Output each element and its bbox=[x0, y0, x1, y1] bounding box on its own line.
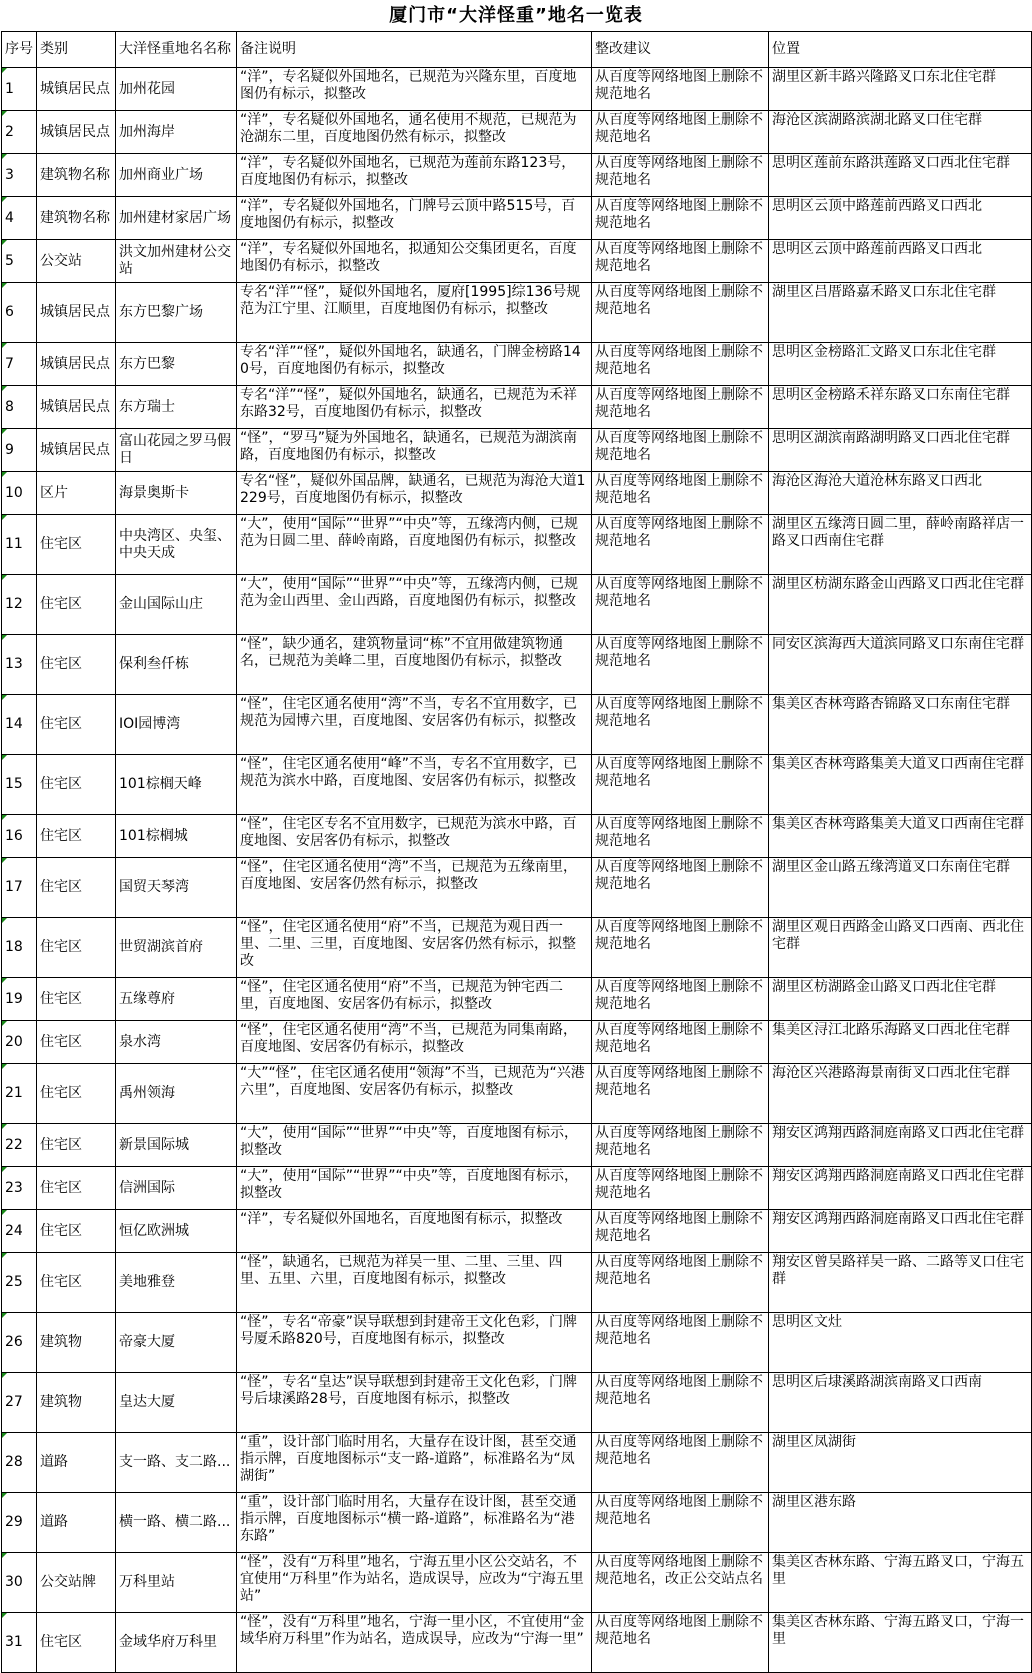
table-row bbox=[2, 978, 1032, 1021]
cell-name: 加州商业广场 bbox=[116, 154, 237, 197]
cell-seq: 25 bbox=[2, 1253, 37, 1313]
table-row bbox=[2, 1167, 1032, 1210]
cell-location: 湖里区金山路五缘湾道叉口东南住宅群 bbox=[769, 858, 1032, 918]
cell-category: 住宅区 bbox=[37, 635, 116, 695]
table-row bbox=[2, 858, 1032, 918]
cell-name: 加州海岸 bbox=[116, 111, 237, 154]
cell-remark: “怪”，住宅区通名使用“府”不当，已规范为钟宅西二里，百度地图、安居客仍有标示，拟整改 bbox=[237, 978, 592, 1021]
cell-category: 住宅区 bbox=[37, 1167, 116, 1210]
cell-category: 住宅区 bbox=[37, 1124, 116, 1167]
cell-remark: “怪”，缺通名，已规范为祥吴一里、二里、三里、四里、五里、六里，百度地图有标示，拟整改 bbox=[237, 1253, 592, 1313]
cell-location: 集美区杏林东路、宁海五路叉口，宁海一里 bbox=[769, 1613, 1032, 1673]
place-names-table bbox=[1, 31, 1032, 1673]
cell-location: 思明区云顶中路莲前西路叉口西北 bbox=[769, 197, 1032, 240]
cell-suggestion: 从百度等网络地图上删除不规范地名 bbox=[592, 68, 769, 111]
cell-name: 洪文加州建材公交站 bbox=[116, 240, 237, 283]
cell-remark: “怪”，缺少通名，建筑物量词“栋”不宜用做建筑物通名，已规范为美峰二里，百度地图仍有标示，拟整改 bbox=[237, 635, 592, 695]
table-row bbox=[2, 68, 1032, 111]
cell-seq: 23 bbox=[2, 1167, 37, 1210]
cell-name: 101棕榈城 bbox=[116, 815, 237, 858]
cell-location: 翔安区鸿翔西路洞庭南路叉口西北住宅群 bbox=[769, 1210, 1032, 1253]
cell-category: 住宅区 bbox=[37, 755, 116, 815]
cell-suggestion: 从百度等网络地图上删除不规范地名 bbox=[592, 197, 769, 240]
cell-remark: “洋”，专名疑似外国地名，门牌号云顶中路515号，百度地图仍有标示，拟整改 bbox=[237, 197, 592, 240]
cell-suggestion: 从百度等网络地图上删除不规范地名 bbox=[592, 1433, 769, 1493]
table-row bbox=[2, 240, 1032, 283]
cell-remark: 专名“怪”，疑似外国品牌，缺通名，已规范为海沧大道1229号，百度地图仍有标示，拟整改 bbox=[237, 472, 592, 515]
cell-seq: 13 bbox=[2, 635, 37, 695]
cell-suggestion: 从百度等网络地图上删除不规范地名 bbox=[592, 978, 769, 1021]
table-row bbox=[2, 386, 1032, 429]
cell-suggestion: 从百度等网络地图上删除不规范地名 bbox=[592, 1373, 769, 1433]
table-row bbox=[2, 575, 1032, 635]
cell-remark: “怪”，住宅区通名使用“湾”不当，已规范为五缘南里，百度地图、安居客仍然有标示，拟整改 bbox=[237, 858, 592, 918]
cell-seq: 26 bbox=[2, 1313, 37, 1373]
cell-remark: “大”“怪”，住宅区通名使用“领海”不当，已规范为“兴港六里”，百度地图、安居客仍有标示，拟整改 bbox=[237, 1064, 592, 1124]
cell-name: 金山国际山庄 bbox=[116, 575, 237, 635]
cell-remark: “怪”，住宅区专名不宜用数字，已规范为滨水中路，百度地图、安居客仍有标示，拟整改 bbox=[237, 815, 592, 858]
cell-category: 城镇居民点 bbox=[37, 343, 116, 386]
table-row bbox=[2, 1433, 1032, 1493]
cell-category: 城镇居民点 bbox=[37, 283, 116, 343]
cell-remark: “怪”，“罗马”疑为外国地名，缺通名，已规范为湖滨南路，百度地图仍有标示，拟整改 bbox=[237, 429, 592, 472]
cell-name: 美地雅登 bbox=[116, 1253, 237, 1313]
header-category: 类别 bbox=[37, 32, 116, 68]
cell-name: 横一路、横二路... bbox=[116, 1493, 237, 1553]
cell-name: IOI园博湾 bbox=[116, 695, 237, 755]
cell-category: 城镇居民点 bbox=[37, 386, 116, 429]
cell-location: 海沧区滨湖路滨湖北路叉口住宅群 bbox=[769, 111, 1032, 154]
cell-suggestion: 从百度等网络地图上删除不规范地名 bbox=[592, 472, 769, 515]
cell-location: 湖里区观日西路金山路叉口西南、西北住宅群 bbox=[769, 918, 1032, 978]
cell-name: 海景奥斯卡 bbox=[116, 472, 237, 515]
header-suggestion: 整改建议 bbox=[592, 32, 769, 68]
cell-seq: 30 bbox=[2, 1553, 37, 1613]
cell-seq: 24 bbox=[2, 1210, 37, 1253]
table-row bbox=[2, 197, 1032, 240]
cell-remark: “大”，使用“国际”“世界”“中央”等，五缘湾内侧，已规范为金山西里、金山西路，百度地图仍有标示，拟整改 bbox=[237, 575, 592, 635]
table-row bbox=[2, 1373, 1032, 1433]
table-body bbox=[2, 68, 1032, 1673]
cell-seq: 31 bbox=[2, 1613, 37, 1673]
cell-location: 集美区杏林东路、宁海五路叉口，宁海五里 bbox=[769, 1553, 1032, 1613]
cell-seq: 16 bbox=[2, 815, 37, 858]
cell-category: 公交站牌 bbox=[37, 1553, 116, 1613]
cell-suggestion: 从百度等网络地图上删除不规范地名 bbox=[592, 1313, 769, 1373]
cell-suggestion: 从百度等网络地图上删除不规范地名 bbox=[592, 1124, 769, 1167]
cell-location: 思明区云顶中路莲前西路叉口西北 bbox=[769, 240, 1032, 283]
cell-suggestion: 从百度等网络地图上删除不规范地名 bbox=[592, 1210, 769, 1253]
cell-category: 住宅区 bbox=[37, 978, 116, 1021]
cell-suggestion: 从百度等网络地图上删除不规范地名 bbox=[592, 1613, 769, 1673]
cell-name: 恒亿欧洲城 bbox=[116, 1210, 237, 1253]
cell-category: 区片 bbox=[37, 472, 116, 515]
table-row bbox=[2, 515, 1032, 575]
table-row bbox=[2, 635, 1032, 695]
cell-category: 城镇居民点 bbox=[37, 68, 116, 111]
cell-location: 海沧区海沧大道沧林东路叉口西北 bbox=[769, 472, 1032, 515]
cell-remark: “怪”，专名“帝豪”误导联想到封建帝王文化色彩，门牌号厦禾路820号，百度地图有标示，拟整改 bbox=[237, 1313, 592, 1373]
cell-category: 住宅区 bbox=[37, 815, 116, 858]
cell-name: 世贸湖滨首府 bbox=[116, 918, 237, 978]
cell-location: 集美区浔江北路乐海路叉口西北住宅群 bbox=[769, 1021, 1032, 1064]
cell-suggestion: 从百度等网络地图上删除不规范地名 bbox=[592, 755, 769, 815]
cell-category: 城镇居民点 bbox=[37, 111, 116, 154]
cell-name: 万科里站 bbox=[116, 1553, 237, 1613]
cell-suggestion: 从百度等网络地图上删除不规范地名 bbox=[592, 695, 769, 755]
cell-category: 住宅区 bbox=[37, 695, 116, 755]
cell-remark: “大”，使用“国际”“世界”“中央”等，五缘湾内侧，已规范为日圆二里、薛岭南路，百度地图仍有标示，拟整改 bbox=[237, 515, 592, 575]
cell-name: 加州花园 bbox=[116, 68, 237, 111]
table-row bbox=[2, 111, 1032, 154]
table-row bbox=[2, 1553, 1032, 1613]
cell-name: 支一路、支二路... bbox=[116, 1433, 237, 1493]
cell-seq: 29 bbox=[2, 1493, 37, 1553]
cell-location: 翔安区曾吴路祥吴一路、二路等叉口住宅群 bbox=[769, 1253, 1032, 1313]
cell-location: 湖里区吕厝路嘉禾路叉口东北住宅群 bbox=[769, 283, 1032, 343]
cell-seq: 14 bbox=[2, 695, 37, 755]
cell-name: 101棕榈天峰 bbox=[116, 755, 237, 815]
table-row bbox=[2, 918, 1032, 978]
table-row bbox=[2, 1124, 1032, 1167]
cell-location: 同安区滨海西大道滨同路叉口东南住宅群 bbox=[769, 635, 1032, 695]
cell-remark: “洋”，专名疑似外国地名，已规范为莲前东路123号，百度地图仍有标示，拟整改 bbox=[237, 154, 592, 197]
cell-suggestion: 从百度等网络地图上删除不规范地名 bbox=[592, 918, 769, 978]
cell-suggestion: 从百度等网络地图上删除不规范地名 bbox=[592, 386, 769, 429]
cell-seq: 11 bbox=[2, 515, 37, 575]
table-row bbox=[2, 1064, 1032, 1124]
header-name: 大洋怪重地名名称 bbox=[116, 32, 237, 68]
cell-remark: 专名“洋”“怪”，疑似外国地名，厦府[1995]综136号规范为江宁里、江顺里，百度地图仍有标示，拟整改 bbox=[237, 283, 592, 343]
cell-suggestion: 从百度等网络地图上删除不规范地名，改正公交站点名 bbox=[592, 1553, 769, 1613]
cell-remark: “洋”，专名疑似外国地名，已规范为兴隆东里，百度地图仍有标示，拟整改 bbox=[237, 68, 592, 111]
cell-seq: 19 bbox=[2, 978, 37, 1021]
cell-category: 建筑物 bbox=[37, 1313, 116, 1373]
cell-remark: “重”，设计部门临时用名，大量存在设计图，甚至交通指示牌，百度地图标示“横一路-道路”，标准路名为“港东路” bbox=[237, 1493, 592, 1553]
cell-location: 湖里区枋湖东路金山西路叉口西北住宅群 bbox=[769, 575, 1032, 635]
cell-name: 皇达大厦 bbox=[116, 1373, 237, 1433]
cell-name: 国贸天琴湾 bbox=[116, 858, 237, 918]
cell-location: 思明区湖滨南路湖明路叉口西北住宅群 bbox=[769, 429, 1032, 472]
table-row bbox=[2, 1493, 1032, 1553]
cell-suggestion: 从百度等网络地图上删除不规范地名 bbox=[592, 515, 769, 575]
cell-location: 思明区后埭溪路湖滨南路叉口西南 bbox=[769, 1373, 1032, 1433]
cell-suggestion: 从百度等网络地图上删除不规范地名 bbox=[592, 1167, 769, 1210]
cell-name: 信洲国际 bbox=[116, 1167, 237, 1210]
cell-category: 道路 bbox=[37, 1493, 116, 1553]
cell-location: 集美区杏林弯路杏锦路叉口东南住宅群 bbox=[769, 695, 1032, 755]
cell-name: 东方巴黎广场 bbox=[116, 283, 237, 343]
cell-seq: 18 bbox=[2, 918, 37, 978]
cell-seq: 27 bbox=[2, 1373, 37, 1433]
cell-category: 住宅区 bbox=[37, 1210, 116, 1253]
page-title: 厦门市“大洋怪重”地名一览表 bbox=[389, 5, 643, 26]
table-row bbox=[2, 755, 1032, 815]
table-row bbox=[2, 695, 1032, 755]
header-remark: 备注说明 bbox=[237, 32, 592, 68]
table-row bbox=[2, 1613, 1032, 1673]
table-row bbox=[2, 154, 1032, 197]
cell-seq: 5 bbox=[2, 240, 37, 283]
cell-seq: 22 bbox=[2, 1124, 37, 1167]
cell-seq: 20 bbox=[2, 1021, 37, 1064]
cell-seq: 28 bbox=[2, 1433, 37, 1493]
table-row bbox=[2, 815, 1032, 858]
cell-suggestion: 从百度等网络地图上删除不规范地名 bbox=[592, 1253, 769, 1313]
cell-suggestion: 从百度等网络地图上删除不规范地名 bbox=[592, 858, 769, 918]
table-row bbox=[2, 472, 1032, 515]
cell-remark: 专名“洋”“怪”，疑似外国地名，缺通名，已规范为禾祥东路32号，百度地图仍有标示，拟整改 bbox=[237, 386, 592, 429]
cell-seq: 6 bbox=[2, 283, 37, 343]
cell-location: 集美区杏林弯路集美大道叉口西南住宅群 bbox=[769, 815, 1032, 858]
cell-category: 住宅区 bbox=[37, 1064, 116, 1124]
cell-location: 湖里区凤湖街 bbox=[769, 1433, 1032, 1493]
cell-category: 住宅区 bbox=[37, 575, 116, 635]
cell-category: 住宅区 bbox=[37, 1613, 116, 1673]
cell-suggestion: 从百度等网络地图上删除不规范地名 bbox=[592, 111, 769, 154]
cell-name: 禹州领海 bbox=[116, 1064, 237, 1124]
cell-name: 五缘尊府 bbox=[116, 978, 237, 1021]
table-header-row bbox=[2, 32, 1032, 68]
cell-suggestion: 从百度等网络地图上删除不规范地名 bbox=[592, 635, 769, 695]
cell-remark: “怪”，住宅区通名使用“府”不当，已规范为观日西一里、二里、三里，百度地图、安居客仍然有标示，拟整改 bbox=[237, 918, 592, 978]
cell-suggestion: 从百度等网络地图上删除不规范地名 bbox=[592, 815, 769, 858]
cell-remark: “大”，使用“国际”“世界”“中央”等，百度地图有标示，拟整改 bbox=[237, 1167, 592, 1210]
cell-seq: 4 bbox=[2, 197, 37, 240]
table-row bbox=[2, 1313, 1032, 1373]
cell-seq: 12 bbox=[2, 575, 37, 635]
cell-suggestion: 从百度等网络地图上删除不规范地名 bbox=[592, 283, 769, 343]
cell-location: 集美区杏林弯路集美大道叉口西南住宅群 bbox=[769, 755, 1032, 815]
table-row bbox=[2, 1210, 1032, 1253]
cell-location: 湖里区枋湖路金山路叉口西北住宅群 bbox=[769, 978, 1032, 1021]
cell-remark: “怪”，专名“皇达”误导联想到封建帝王文化色彩，门牌号后埭溪路28号，百度地图有标示，拟整改 bbox=[237, 1373, 592, 1433]
cell-category: 建筑物名称 bbox=[37, 154, 116, 197]
cell-seq: 17 bbox=[2, 858, 37, 918]
cell-seq: 2 bbox=[2, 111, 37, 154]
cell-location: 湖里区港东路 bbox=[769, 1493, 1032, 1553]
cell-remark: “怪”，住宅区通名使用“湾”不当，已规范为同集南路，百度地图、安居客仍有标示，拟整改 bbox=[237, 1021, 592, 1064]
cell-seq: 21 bbox=[2, 1064, 37, 1124]
table-row bbox=[2, 1021, 1032, 1064]
cell-location: 翔安区鸿翔西路洞庭南路叉口西北住宅群 bbox=[769, 1167, 1032, 1210]
cell-category: 城镇居民点 bbox=[37, 429, 116, 472]
table-row bbox=[2, 283, 1032, 343]
cell-remark: “怪”，没有“万科里”地名，宁海五里小区公交站名，不宜使用“万科里”作为站名，造成误导，应改为“宁海五里站” bbox=[237, 1553, 592, 1613]
cell-remark: “怪”，住宅区通名使用“峰”不当，专名不宜用数字，已规范为滨水中路，百度地图、安居客仍有标示，拟整改 bbox=[237, 755, 592, 815]
cell-remark: “洋”，专名疑似外国地名，拟通知公交集团更名，百度地图仍有标示，拟整改 bbox=[237, 240, 592, 283]
table-row bbox=[2, 429, 1032, 472]
cell-category: 住宅区 bbox=[37, 858, 116, 918]
cell-suggestion: 从百度等网络地图上删除不规范地名 bbox=[592, 1021, 769, 1064]
cell-seq: 10 bbox=[2, 472, 37, 515]
cell-suggestion: 从百度等网络地图上删除不规范地名 bbox=[592, 1493, 769, 1553]
cell-remark: “洋”，专名疑似外国地名，通名使用不规范，已规范为沧湖东二里，百度地图仍然有标示，拟整改 bbox=[237, 111, 592, 154]
cell-location: 思明区莲前东路洪莲路叉口西北住宅群 bbox=[769, 154, 1032, 197]
cell-seq: 15 bbox=[2, 755, 37, 815]
cell-name: 泉水湾 bbox=[116, 1021, 237, 1064]
cell-location: 海沧区兴港路海景南街叉口西北住宅群 bbox=[769, 1064, 1032, 1124]
cell-name: 保利叁仟栋 bbox=[116, 635, 237, 695]
cell-remark: “怪”，没有“万科里”地名，宁海一里小区，不宜使用“金域华府万科里”作为站名，造成误导，应改为“宁海一里” bbox=[237, 1613, 592, 1673]
cell-category: 住宅区 bbox=[37, 1253, 116, 1313]
cell-remark: “大”，使用“国际”“世界”“中央”等，百度地图有标示，拟整改 bbox=[237, 1124, 592, 1167]
cell-location: 思明区金榜路禾祥东路叉口东南住宅群 bbox=[769, 386, 1032, 429]
table-row bbox=[2, 343, 1032, 386]
cell-seq: 3 bbox=[2, 154, 37, 197]
cell-category: 住宅区 bbox=[37, 918, 116, 978]
cell-category: 建筑物 bbox=[37, 1373, 116, 1433]
cell-name: 东方巴黎 bbox=[116, 343, 237, 386]
cell-location: 湖里区五缘湾日圆二里，薛岭南路祥店一路叉口西南住宅群 bbox=[769, 515, 1032, 575]
cell-category: 住宅区 bbox=[37, 515, 116, 575]
cell-suggestion: 从百度等网络地图上删除不规范地名 bbox=[592, 240, 769, 283]
cell-location: 思明区金榜路汇文路叉口东北住宅群 bbox=[769, 343, 1032, 386]
cell-seq: 1 bbox=[2, 68, 37, 111]
cell-suggestion: 从百度等网络地图上删除不规范地名 bbox=[592, 575, 769, 635]
cell-seq: 7 bbox=[2, 343, 37, 386]
cell-category: 道路 bbox=[37, 1433, 116, 1493]
cell-name: 加州建材家居广场 bbox=[116, 197, 237, 240]
cell-location: 湖里区新丰路兴隆路叉口东北住宅群 bbox=[769, 68, 1032, 111]
cell-category: 建筑物名称 bbox=[37, 197, 116, 240]
cell-remark: “怪”，住宅区通名使用“湾”不当，专名不宜用数字，已规范为园博六里，百度地图、安居客仍有标示，拟整改 bbox=[237, 695, 592, 755]
cell-name: 东方瑞士 bbox=[116, 386, 237, 429]
cell-name: 金域华府万科里 bbox=[116, 1613, 237, 1673]
cell-name: 富山花园之罗马假日 bbox=[116, 429, 237, 472]
cell-suggestion: 从百度等网络地图上删除不规范地名 bbox=[592, 429, 769, 472]
cell-remark: 专名“洋”“怪”，疑似外国地名，缺通名，门牌金榜路140号，百度地图仍有标示，拟整改 bbox=[237, 343, 592, 386]
cell-name: 中央湾区、央玺、中央天成 bbox=[116, 515, 237, 575]
cell-seq: 8 bbox=[2, 386, 37, 429]
cell-suggestion: 从百度等网络地图上删除不规范地名 bbox=[592, 1064, 769, 1124]
cell-suggestion: 从百度等网络地图上删除不规范地名 bbox=[592, 343, 769, 386]
cell-name: 新景国际城 bbox=[116, 1124, 237, 1167]
cell-remark: “重”，设计部门临时用名，大量存在设计图，甚至交通指示牌，百度地图标示“支一路-道路”，标准路名为“凤湖街” bbox=[237, 1433, 592, 1493]
cell-seq: 9 bbox=[2, 429, 37, 472]
table-row bbox=[2, 1253, 1032, 1313]
cell-remark: “洋”，专名疑似外国地名，百度地图有标示，拟整改 bbox=[237, 1210, 592, 1253]
header-location: 位置 bbox=[769, 32, 1032, 68]
cell-name: 帝豪大厦 bbox=[116, 1313, 237, 1373]
cell-suggestion: 从百度等网络地图上删除不规范地名 bbox=[592, 154, 769, 197]
cell-location: 翔安区鸿翔西路洞庭南路叉口西北住宅群 bbox=[769, 1124, 1032, 1167]
cell-category: 住宅区 bbox=[37, 1021, 116, 1064]
cell-location: 思明区文灶 bbox=[769, 1313, 1032, 1373]
header-seq: 序号 bbox=[2, 32, 37, 68]
cell-category: 公交站 bbox=[37, 240, 116, 283]
